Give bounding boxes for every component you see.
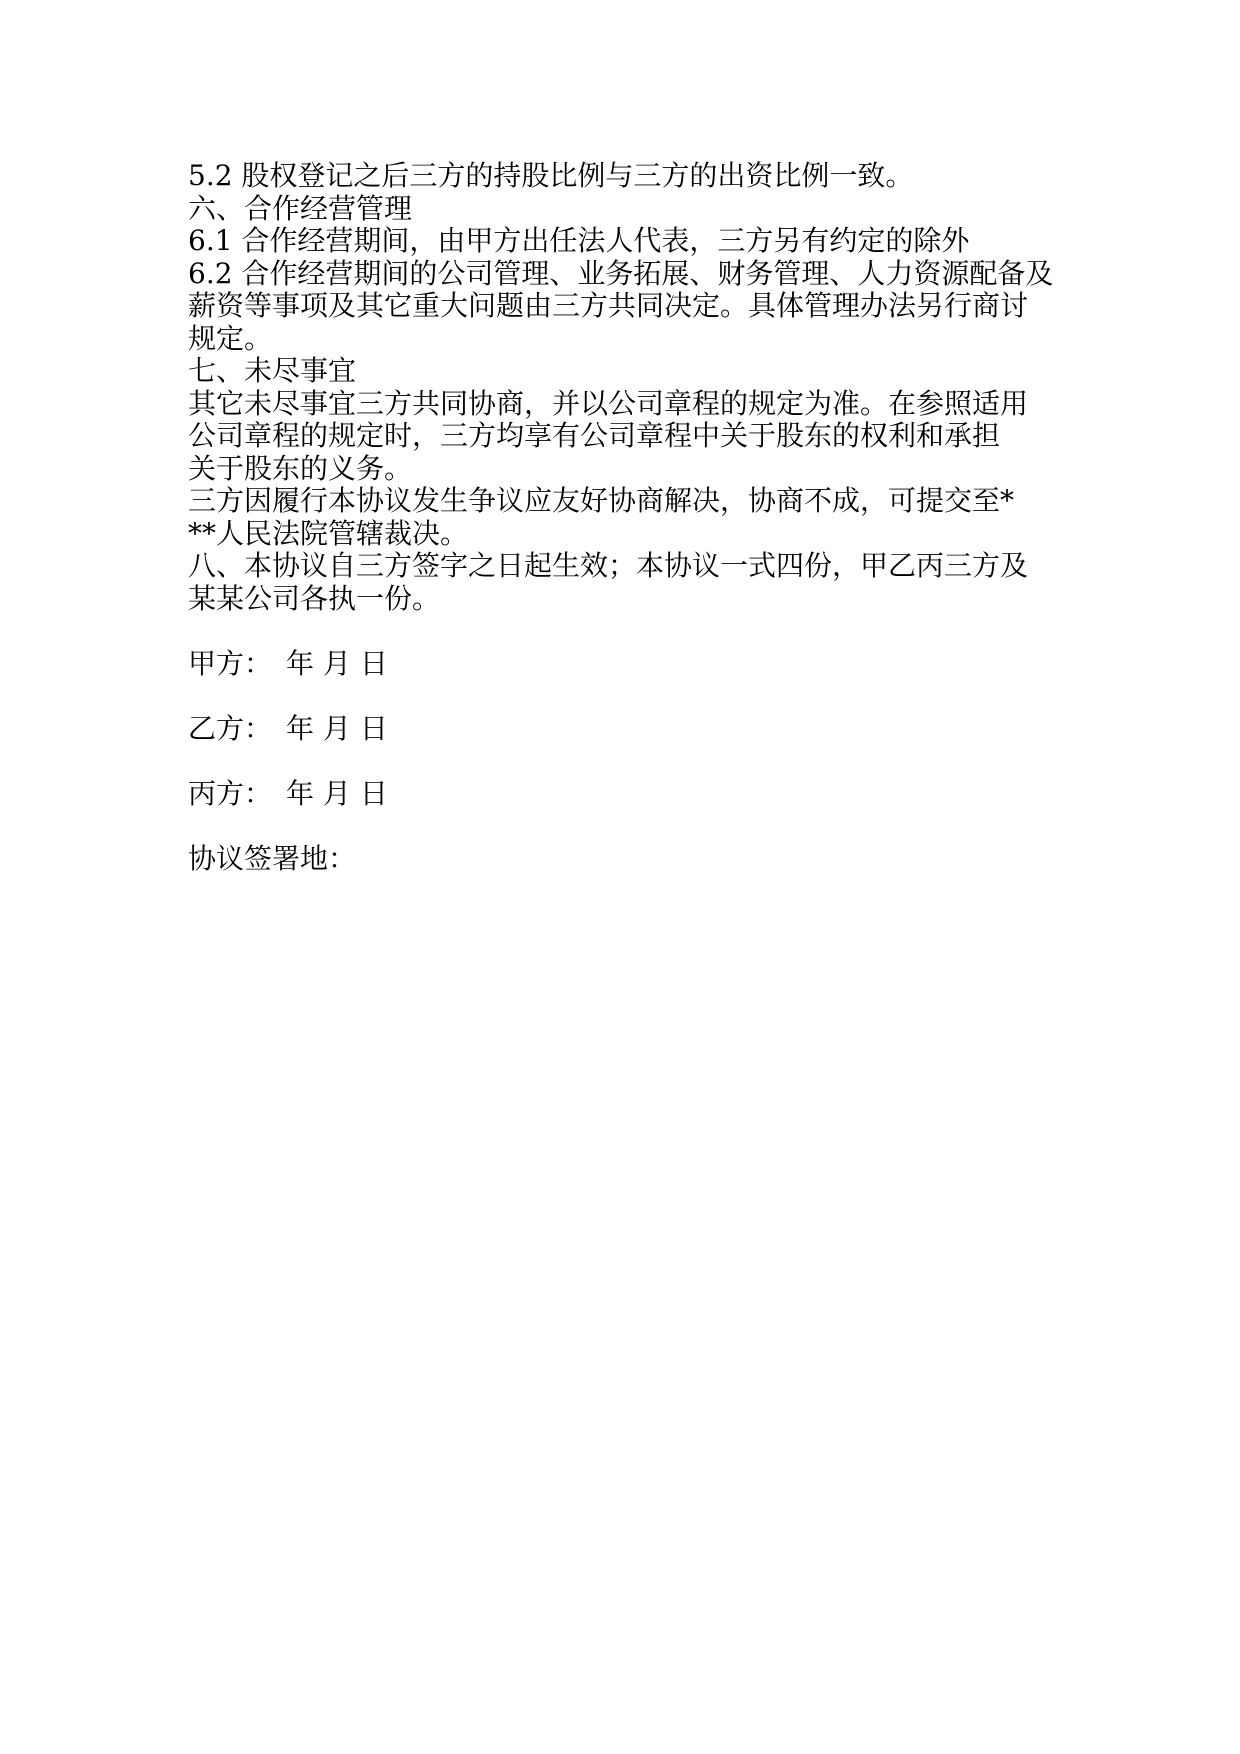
spacer — [188, 680, 1068, 713]
party-a-date: 年 月 日 — [286, 646, 388, 680]
document-page — [188, 160, 1068, 875]
clause-7-line-1: 其它未尽事宜三方共同协商，并以公司章程的规定为准。在参照适用 — [188, 386, 1029, 420]
clause-6-2-line-2: 薪资等事项及其它重大问题由三方共同决定。具体管理办法另行商讨 — [188, 289, 1029, 322]
party-c-label: 丙方： — [188, 776, 273, 810]
clause-6-2-line-1: 6.2 合作经营期间的公司管理、业务拓展、财务管理、人力资源配备及 — [188, 256, 1054, 290]
section-8-line-1: 八、本协议自三方签字之日起生效；本协议一式四份，甲乙丙三方及 — [188, 549, 1029, 582]
signature-party-a — [188, 648, 1068, 681]
clause-6-2-line-3: 规定。 — [188, 321, 273, 355]
signing-place: 协议签署地： — [188, 841, 357, 875]
signature-party-b — [188, 713, 1068, 746]
section-8-line-2: 某某公司各执一份。 — [188, 581, 441, 615]
clause-7-line-2: 公司章程的规定时，三方均享有公司章程中关于股东的权利和承担 — [188, 419, 1001, 452]
party-c-date: 年 月 日 — [286, 776, 388, 810]
dispute-clause-line-1: 三方因履行本协议发生争议应友好协商解决，协商不成，可提交至* — [188, 484, 1015, 517]
party-b-label: 乙方： — [188, 711, 273, 745]
clause-6-1: 6.1 合作经营期间，由甲方出任法人代表，三方另有约定的除外 — [188, 224, 970, 257]
spacer — [188, 745, 1068, 778]
signature-party-c — [188, 778, 1068, 811]
party-b-date: 年 月 日 — [286, 711, 388, 745]
clause-7-line-3: 关于股东的义务。 — [188, 451, 413, 485]
section-heading-6: 六、合作经营管理 — [188, 191, 413, 225]
section-heading-7: 七、未尽事宜 — [188, 354, 357, 387]
party-a-label: 甲方： — [188, 646, 273, 680]
spacer — [188, 615, 1068, 648]
clause-5-2: 5.2 股权登记之后三方的持股比例与三方的出资比例一致。 — [188, 159, 914, 192]
dispute-clause-line-2: **人民法院管辖裁决。 — [188, 516, 469, 550]
spacer — [188, 810, 1068, 843]
